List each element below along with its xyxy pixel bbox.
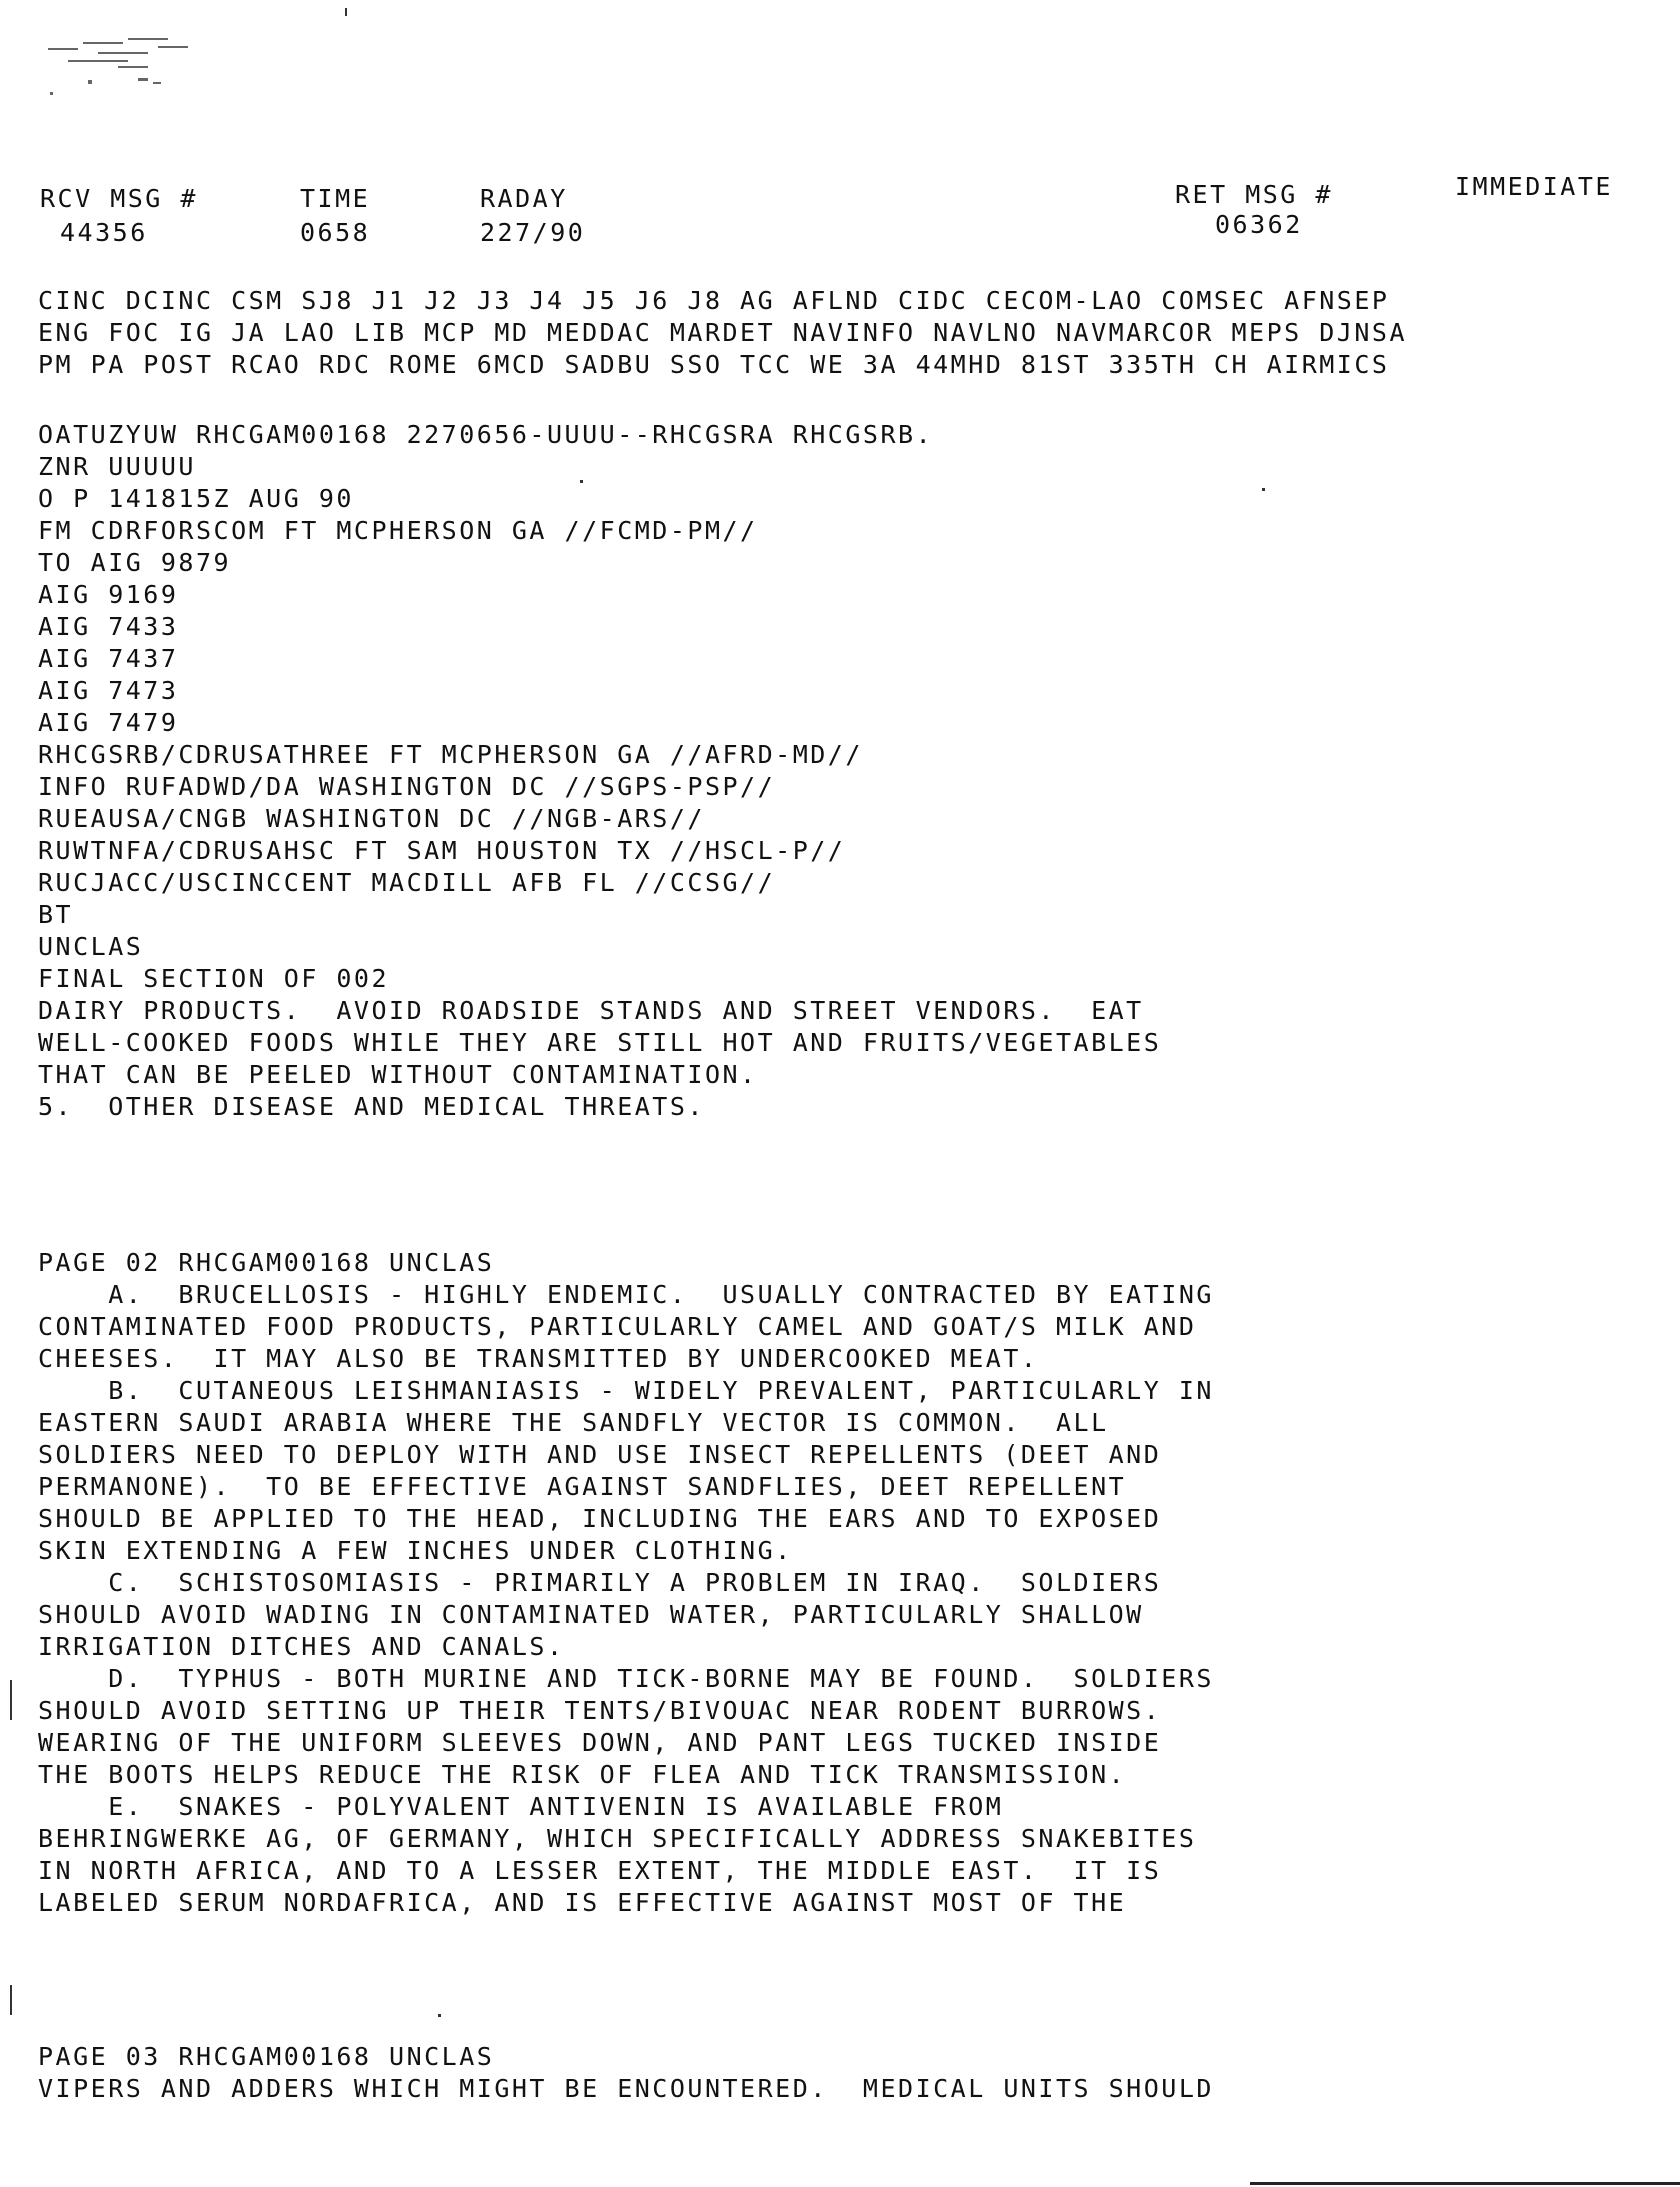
body-line: EASTERN SAUDI ARABIA WHERE THE SANDFLY VECTOR IS COMMON. ALL xyxy=(38,1408,1109,1437)
bottom-rule xyxy=(1250,2182,1680,2185)
message-line: AIG 9169 xyxy=(38,580,179,609)
message-line: RUWTNFA/CDRUSAHSC FT SAM HOUSTON TX //HSCL-P// xyxy=(38,836,846,865)
ret-msg-label: RET MSG # xyxy=(1175,180,1333,209)
message-line: ZNR UUUUU xyxy=(38,452,196,481)
body-line: WEARING OF THE UNIFORM SLEEVES DOWN, AND PANT LEGS TUCKED INSIDE xyxy=(38,1728,1162,1757)
message-line: WELL-COOKED FOODS WHILE THEY ARE STILL HOT AND FRUITS/VEGETABLES xyxy=(38,1028,1162,1057)
raday-value: 227/90 xyxy=(480,218,586,247)
precedence-label: IMMEDIATE xyxy=(1455,172,1613,201)
message-line: UNCLAS xyxy=(38,932,144,961)
page-header: PAGE 03 RHCGAM00168 UNCLAS xyxy=(38,2042,495,2071)
body-line: SHOULD AVOID WADING IN CONTAMINATED WATER, PARTICULARLY SHALLOW xyxy=(38,1600,1144,1629)
body-line: SHOULD BE APPLIED TO THE HEAD, INCLUDING THE EARS AND TO EXPOSED xyxy=(38,1504,1162,1533)
message-line: TO AIG 9879 xyxy=(38,548,232,577)
message-line: FM CDRFORSCOM FT MCPHERSON GA //FCMD-PM// xyxy=(38,516,758,545)
rcv-msg-label: RCV MSG # xyxy=(40,184,198,213)
body-line: CONTAMINATED FOOD PRODUCTS, PARTICULARLY CAMEL AND GOAT/S MILK AND xyxy=(38,1312,1197,1341)
scan-speck xyxy=(1262,488,1265,491)
smudge-icon xyxy=(38,30,238,100)
body-line: A. BRUCELLOSIS - HIGHLY ENDEMIC. USUALLY CONTRACTED BY EATING xyxy=(38,1280,1214,1309)
routing-line: CINC DCINC CSM SJ8 J1 J2 J3 J4 J5 J6 J8 AG AFLND CIDC CECOM-LAO COMSEC AFNSEP xyxy=(38,286,1390,315)
message-line: 5. OTHER DISEASE AND MEDICAL THREATS. xyxy=(38,1092,705,1121)
body-line: BEHRINGWERKE AG, OF GERMANY, WHICH SPECIFICALLY ADDRESS SNAKEBITES xyxy=(38,1824,1197,1853)
body-line: D. TYPHUS - BOTH MURINE AND TICK-BORNE MAY BE FOUND. SOLDIERS xyxy=(38,1664,1214,1693)
body-line: IRRIGATION DITCHES AND CANALS. xyxy=(38,1632,565,1661)
message-line: INFO RUFADWD/DA WASHINGTON DC //SGPS-PSP// xyxy=(38,772,776,801)
message-line: DAIRY PRODUCTS. AVOID ROADSIDE STANDS AND STREET VENDORS. EAT xyxy=(38,996,1144,1025)
message-line: BT xyxy=(38,900,74,929)
message-line: RHCGSRB/CDRUSATHREE FT MCPHERSON GA //AFRD-MD// xyxy=(38,740,863,769)
body-line: LABELED SERUM NORDAFRICA, AND IS EFFECTIVE AGAINST MOST OF THE xyxy=(38,1888,1127,1917)
stamp-smudge xyxy=(38,30,238,100)
scan-speck xyxy=(438,2014,441,2017)
message-line: RUCJACC/USCINCCENT MACDILL AFB FL //CCSG// xyxy=(38,868,776,897)
page-header: PAGE 02 RHCGAM00168 UNCLAS xyxy=(38,1248,495,1277)
scan-speck xyxy=(580,480,583,483)
body-line: SHOULD AVOID SETTING UP THEIR TENTS/BIVOUAC NEAR RODENT BURROWS. xyxy=(38,1696,1162,1725)
body-line: THE BOOTS HELPS REDUCE THE RISK OF FLEA AND TICK TRANSMISSION. xyxy=(38,1760,1127,1789)
body-line: SOLDIERS NEED TO DEPLOY WITH AND USE INSECT REPELLENTS (DEET AND xyxy=(38,1440,1162,1469)
margin-mark xyxy=(10,1985,12,2015)
body-line: VIPERS AND ADDERS WHICH MIGHT BE ENCOUNTERED. MEDICAL UNITS SHOULD xyxy=(38,2074,1214,2103)
routing-line: PM PA POST RCAO RDC ROME 6MCD SADBU SSO TCC WE 3A 44MHD 81ST 335TH CH AIRMICS xyxy=(38,350,1390,379)
body-line: CHEESES. IT MAY ALSO BE TRANSMITTED BY UNDERCOOKED MEAT. xyxy=(38,1344,1039,1373)
routing-line: ENG FOC IG JA LAO LIB MCP MD MEDDAC MARDET NAVINFO NAVLNO NAVMARCOR MEPS DJNSA xyxy=(38,318,1407,347)
ret-msg-value: 06362 xyxy=(1215,210,1303,239)
margin-mark xyxy=(10,1680,12,1720)
body-line: SKIN EXTENDING A FEW INCHES UNDER CLOTHING. xyxy=(38,1536,793,1565)
message-line: AIG 7437 xyxy=(38,644,179,673)
message-line: AIG 7433 xyxy=(38,612,179,641)
message-line: THAT CAN BE PEELED WITHOUT CONTAMINATION. xyxy=(38,1060,758,1089)
time-label: TIME xyxy=(300,184,371,213)
time-value: 0658 xyxy=(300,218,371,247)
body-line: C. SCHISTOSOMIASIS - PRIMARILY A PROBLEM IN IRAQ. SOLDIERS xyxy=(38,1568,1162,1597)
message-line: O P 141815Z AUG 90 xyxy=(38,484,354,513)
message-line: FINAL SECTION OF 002 xyxy=(38,964,390,993)
message-line: OATUZYUW RHCGAM00168 2270656-UUUU--RHCGSRA RHCGSRB. xyxy=(38,420,934,449)
raday-label: RADAY xyxy=(480,184,568,213)
body-line: E. SNAKES - POLYVALENT ANTIVENIN IS AVAILABLE FROM xyxy=(38,1792,1004,1821)
scan-speck xyxy=(345,8,347,16)
message-line: AIG 7473 xyxy=(38,676,179,705)
message-line: RUEAUSA/CNGB WASHINGTON DC //NGB-ARS// xyxy=(38,804,705,833)
body-line: B. CUTANEOUS LEISHMANIASIS - WIDELY PREVALENT, PARTICULARLY IN xyxy=(38,1376,1214,1405)
message-line: AIG 7479 xyxy=(38,708,179,737)
rcv-msg-value: 44356 xyxy=(60,218,148,247)
body-line: PERMANONE). TO BE EFFECTIVE AGAINST SANDFLIES, DEET REPELLENT xyxy=(38,1472,1127,1501)
body-line: IN NORTH AFRICA, AND TO A LESSER EXTENT, THE MIDDLE EAST. IT IS xyxy=(38,1856,1162,1885)
